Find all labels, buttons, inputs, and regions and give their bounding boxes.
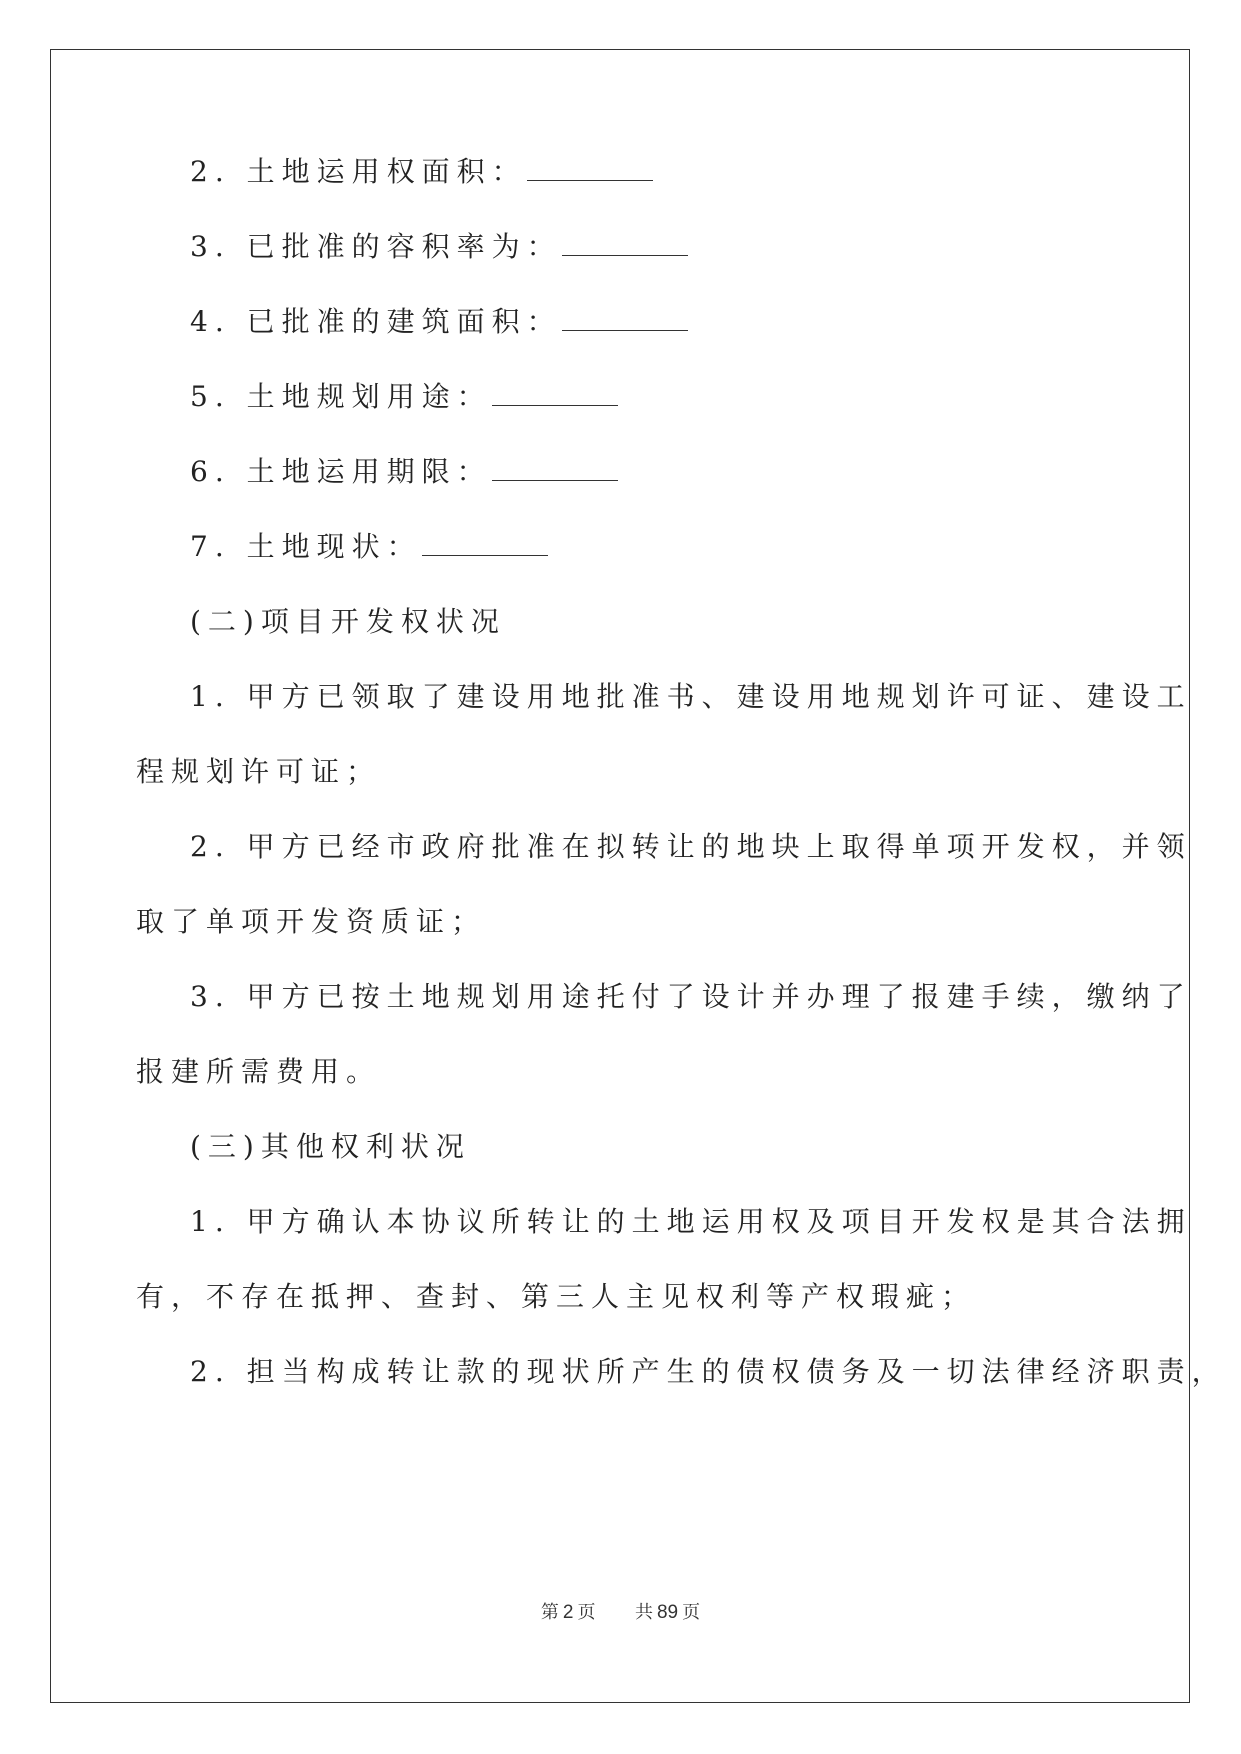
paragraph-line: 3. 甲方已按土地规划用途托付了设计并办理了报建手续，缴纳了 — [190, 980, 1192, 1013]
fill-in-blank — [562, 233, 688, 256]
total-suffix: 页 — [682, 1602, 701, 1623]
total-pages: 89 — [656, 1602, 679, 1623]
fill-in-blank — [492, 458, 618, 481]
field-label: 5. 土地规划用途： — [190, 380, 492, 413]
field-label: 2. 土地运用权面积： — [190, 155, 527, 188]
paragraph-line: 有，不存在抵押、查封、第三人主见权利等产权瑕疵； — [136, 1280, 977, 1313]
paragraph-line: 2. 担当构成转让款的现状所产生的债权债务及一切法律经济职责， — [190, 1355, 1227, 1388]
field-land-status — [190, 527, 548, 567]
fill-in-blank — [422, 533, 548, 556]
section-heading-development-rights: (二)项目开发权状况 — [190, 605, 506, 638]
page-suffix: 页 — [577, 1602, 596, 1623]
paragraph-line: 报建所需费用。 — [136, 1055, 382, 1088]
page-number: 2 — [562, 1602, 574, 1623]
fill-in-blank — [492, 383, 618, 406]
paragraph-line: 2. 甲方已经市政府批准在拟转让的地块上取得单项开发权，并领 — [190, 830, 1192, 863]
page-border — [50, 49, 1190, 1703]
field-land-term — [190, 452, 618, 492]
paragraph-line: 取了单项开发资质证； — [136, 905, 487, 938]
field-label: 6. 土地运用期限： — [190, 455, 492, 488]
field-label: 3. 已批准的容积率为： — [190, 230, 562, 263]
paragraph-line: 1. 甲方确认本协议所转让的土地运用权及项目开发权是其合法拥 — [190, 1205, 1192, 1238]
section-heading-other-rights: (三)其他权利状况 — [190, 1130, 471, 1163]
field-label: 4. 已批准的建筑面积： — [190, 305, 562, 338]
field-label: 7. 土地现状： — [190, 530, 422, 563]
page-prefix: 第 — [540, 1602, 559, 1623]
field-land-area — [190, 152, 653, 192]
fill-in-blank — [527, 158, 653, 181]
fill-in-blank — [562, 308, 688, 331]
total-prefix: 共 — [634, 1602, 653, 1623]
paragraph-line: 程规划许可证； — [136, 755, 382, 788]
field-building-area — [190, 302, 688, 342]
field-plot-ratio — [190, 227, 688, 267]
page-footer — [0, 1598, 1241, 1624]
field-land-use — [190, 377, 618, 417]
paragraph-line: 1. 甲方已领取了建设用地批准书、建设用地规划许可证、建设工 — [190, 680, 1192, 713]
